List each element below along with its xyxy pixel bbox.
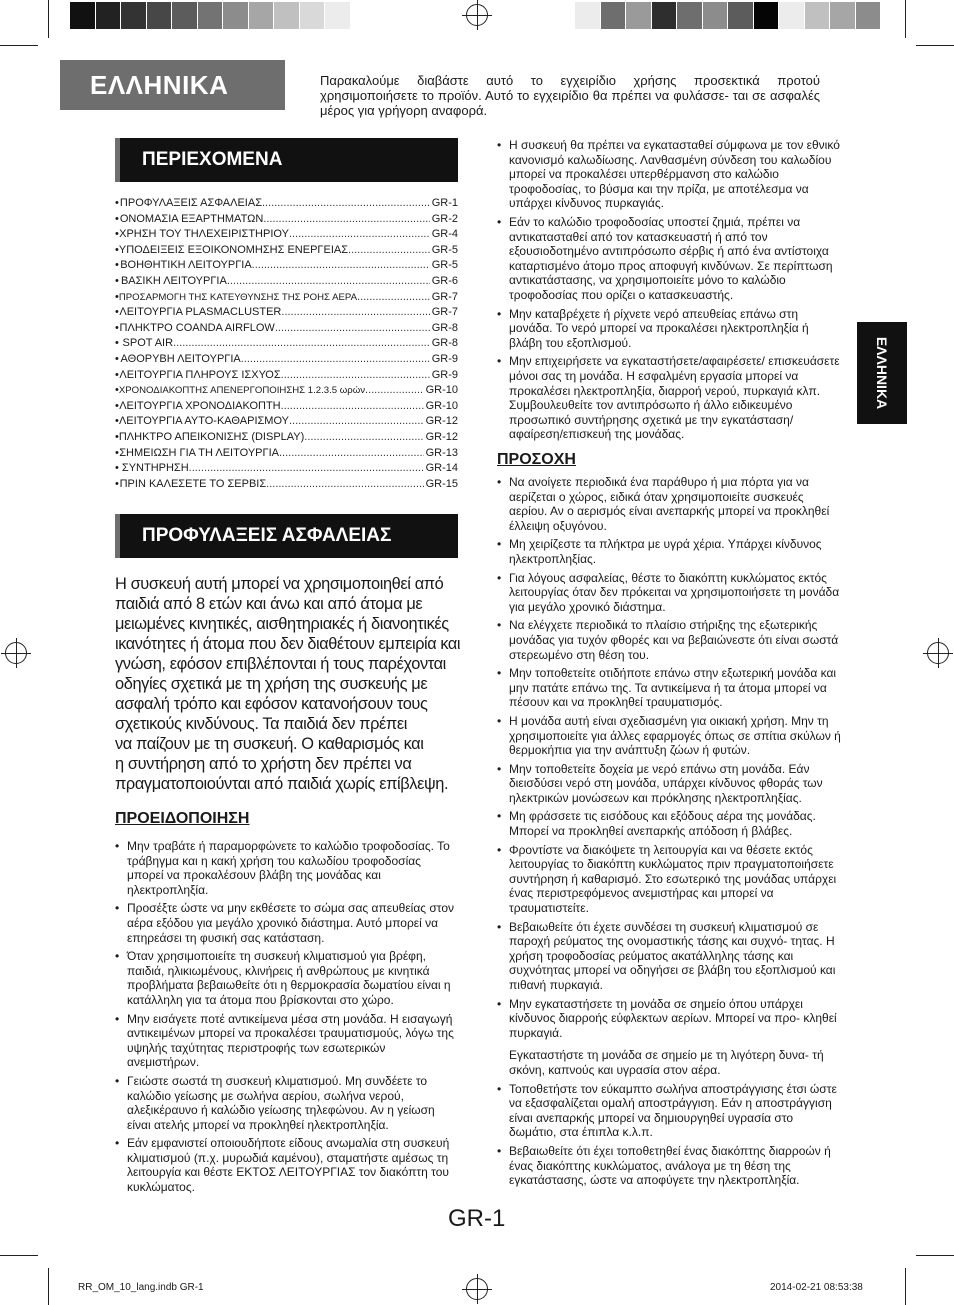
safety-statement-line: μειωμένες κινητικές, αισθητηριακές ή διανοητικές xyxy=(115,615,449,633)
caution-item: • Να ανοίγετε περιοδικά ένα παράθυρο ή μια πόρτα για να αερίζεται ο χώρος, ειδικά όταν χρησιμοποιείτε συσκευές αερίου. Αν ο αερισμός είναι ανεπαρκής μπορεί να προκληθεί έλλειψη οξυγόνου. xyxy=(497,475,842,533)
language-side-tab xyxy=(857,322,907,424)
crop-mark xyxy=(916,1255,954,1256)
toc-item[interactable] xyxy=(115,274,458,290)
toc-item-page: GR-1 xyxy=(431,197,458,209)
caution-item: • Βεβαιωθείτε ότι έχετε συνδέσει τη συσκευή κλιματισμού σε παροχή ρεύματος της ονομαστικής τάσης και συχνό- τητας. Η χρήση τροφοδοσίας ρεύματος ακατάλληλης τάσης και συχνότητας μπορεί να οδηγήσει σε βλάβη του εξοπλισμού και πιθανή πυρκαγιά. xyxy=(497,920,842,993)
safety-statement-line: πραγματοποιούνται από παιδιά χωρίς επίβλεψη. xyxy=(115,775,449,793)
toc-item-title: ΧΡΗΣΗ ΤΟΥ ΤΗΛΕΧΕΙΡΙΣΤΗΡΙΟΥ xyxy=(119,228,289,241)
color-swatch xyxy=(830,2,856,29)
safety-heading: ΠΡΟΦΥΛΑΞΕΙΣ ΑΣΦΑΛΕΙΑΣ xyxy=(115,514,458,558)
toc-bullet: • xyxy=(115,446,119,459)
toc-item-title: ΒΑΣΙΚΗ ΛΕΙΤΟΥΡΓΙΑ xyxy=(120,274,227,287)
registration-mark-bottom-icon xyxy=(466,1278,488,1300)
toc-bullet: • xyxy=(115,212,119,225)
toc-item[interactable] xyxy=(115,446,458,462)
toc-bullet: • xyxy=(115,368,119,381)
color-swatch xyxy=(575,2,601,29)
safety-statement-line: ασφαλή τρόπο και εφόσον κατανοήσουν τους xyxy=(115,695,428,713)
safety-statement-line: γνώση, εφόσον επιβλέπονται ή τους παρέχονται xyxy=(115,655,446,673)
footer-timestamp: 2014-02-21 08:53:38 xyxy=(770,1282,863,1293)
toc-leader-dots xyxy=(289,227,430,243)
toc-bullet: • xyxy=(115,259,119,272)
toc-item-title: ΣΗΜΕΙΩΣΗ ΓΙΑ ΤΗ ΛΕΙΤΟΥΡΓΙΑ xyxy=(119,446,279,459)
installation-item: • Η συσκευή θα πρέπει να εγκατασταθεί σύμφωνα με τον εθνικό κανονισμό καλωδίωσης. Λανθασμένη σύνδεση του καλωδίου μπορεί να προκαλέσει υπερθέρμανση στο καλώδιο τροφοδοσίας, το βύσμα και την πρίζα, με αποτέλεσμα να υπάρχει κίνδυνος πυρκαγιάς. xyxy=(497,138,842,211)
toc-bullet: • xyxy=(115,337,119,350)
safety-statement-line: Η συσκευή αυτή μπορεί να χρησιμοποιηθεί από xyxy=(115,575,444,593)
caution-item: • Μην τοποθετείτε δοχεία με νερό επάνω στη μονάδα. Εάν διεισδύσει νερό στη μονάδα, υπάρχει κίνδυνος φθοράς των ηλεκτρικών μονώσεων και πρόκλησης ηλεκτροπληξίας. xyxy=(497,762,842,806)
toc-item[interactable] xyxy=(115,477,458,493)
caution-item: • Μη φράσσετε τις εισόδους και εξόδους αέρα της μονάδας. Μπορεί να προκληθεί ανεπαρκής απόδοση ή βλάβες. xyxy=(497,809,842,838)
toc-leader-dots xyxy=(189,461,424,477)
toc-item-title: ΠΛΗΚΤΡΟ COANDA AIRFLOW xyxy=(119,321,275,334)
toc-item-page: GR-15 xyxy=(425,477,458,490)
toc-item-page: GR-5 xyxy=(431,259,458,272)
color-swatch xyxy=(70,2,96,29)
toc-bullet: • xyxy=(115,290,119,303)
toc-item[interactable] xyxy=(115,414,458,430)
installation-list xyxy=(497,138,842,446)
toc-item-page: GR-2 xyxy=(431,212,458,225)
toc-leader-dots xyxy=(281,368,430,384)
toc-bullet: • xyxy=(115,430,119,443)
warning-list xyxy=(115,839,460,1199)
installation-item: • Εάν το καλώδιο τροφοδοσίας υποστεί ζημιά, πρέπει να αντικατασταθεί από τον κατασκευαστή ή από τον εξουσιοδοτημένο αντιπρόσωπο σέρβις ή από ένα αντίστοιχα καταρτισμένο άτομο προς αποφυγή κινδύνων. Σε περίπτωση αντικατάστασης, να χρησιμοποιείτε μόνο το καλώδιο τροφοδοσίας που ορίζει ο κατασκευαστής. xyxy=(497,215,842,303)
crop-mark xyxy=(0,1255,38,1256)
toc-item[interactable] xyxy=(115,368,458,384)
toc-leader-dots xyxy=(263,212,429,228)
color-swatch xyxy=(728,2,754,29)
toc-item-page: GR-9 xyxy=(431,368,458,381)
toc-item-title: ΠΡΙΝ ΚΑΛΕΣΕΤΕ ΤΟ ΣΕΡΒΙΣ xyxy=(119,477,267,490)
toc-bullet: • xyxy=(115,399,119,412)
caution-list xyxy=(497,475,842,1192)
caution-item: • Βεβαιωθείτε ότι έχει τοποθετηθεί ένας διακόπτης διαρροών ή ένας διακόπτης κυκλώματος, ανάλογα με τη θέση της εγκατάστασης, ώστε να αποφύγετε την ηλεκτροπληξία. xyxy=(497,1144,842,1188)
installation-item: • Μην καταβρέχετε ή ρίχνετε νερό απευθείας επάνω στη μονάδα. Το νερό μπορεί να προκαλέσει ηλεκτροπληξία ή βλάβη του εξοπλισμού. xyxy=(497,307,842,351)
color-swatch xyxy=(147,2,173,29)
crop-mark xyxy=(48,1268,49,1305)
toc-bullet: • xyxy=(115,415,119,428)
toc-item-page: GR-8 xyxy=(431,337,458,350)
toc-bullet: • xyxy=(115,384,119,397)
toc-bullet: • xyxy=(115,197,119,209)
toc-bullet: • xyxy=(115,306,119,319)
safety-statement-line: παιδιά από 8 ετών και άνω και από άτομα με xyxy=(115,595,423,613)
page-number: GR-1 xyxy=(448,1205,506,1232)
warning-item: • Εάν εμφανιστεί οποιουδήποτε είδους ανωμαλία στη συσκευή κλιματισμού (π.χ. μυρωδιά καμένου), σταματήστε αμέσως τη λειτουργία και θέστε ΕΚΤΟΣ ΛΕΙΤΟΥΡΓΙΑΣ τον διακόπτη του κυκλώματος. xyxy=(115,1136,460,1194)
toc-item[interactable] xyxy=(115,212,458,228)
toc-leader-dots xyxy=(262,196,430,212)
color-swatch xyxy=(351,2,377,29)
registration-mark-left-icon xyxy=(5,642,27,664)
color-swatch xyxy=(703,2,729,29)
crop-mark xyxy=(916,45,954,46)
toc-item[interactable] xyxy=(115,430,458,446)
toc-leader-dots xyxy=(227,274,430,290)
color-calibration-bar-right xyxy=(575,2,881,29)
toc-item[interactable] xyxy=(115,196,458,212)
warning-item: • Γειώστε σωστά τη συσκευή κλιματισμού. Μη συνδέετε το καλώδιο γείωσης με σωλήνα αερίου, σωλήνα νερού, αλεξικέραυνο ή καλώδιο γείωσης τηλεφώνου. Αν η γείωση είναι ατελής μπορεί να προκληθεί ηλεκτροπληξία. xyxy=(115,1074,460,1132)
toc-item-page: GR-12 xyxy=(425,430,458,443)
toc-item-page: GR-10 xyxy=(425,399,458,412)
toc-item[interactable] xyxy=(115,258,458,274)
toc-item[interactable] xyxy=(115,399,458,415)
toc-item[interactable] xyxy=(115,243,458,259)
color-swatch xyxy=(677,2,703,29)
toc-item-page: GR-12 xyxy=(425,415,458,428)
toc-item-title: ΛΕΙΤΟΥΡΓΙΑ ΑΥΤΟ-ΚΑΘΑΡΙΣΜΟΥ xyxy=(118,415,289,428)
color-calibration-bar-left xyxy=(70,2,376,29)
color-swatch xyxy=(805,2,831,29)
color-swatch xyxy=(779,2,805,29)
toc-item-page: GR-4 xyxy=(431,228,458,241)
caution-item: • Για λόγους ασφαλείας, θέστε το διακόπτη κυκλώματος εκτός λειτουργίας όταν δεν πρόκειται να χρησιμοποιήσετε τη μονάδα για μεγάλο χρονικό διάστημα. xyxy=(497,571,842,615)
safety-statement-line: ικανότητες ή άτομα που δεν διαθέτουν εμπειρία και xyxy=(115,635,461,653)
toc-item-title: ΑΘΟΡΥΒΗ ΛΕΙΤΟΥΡΓΙΑ xyxy=(120,352,241,365)
toc-item-title: ΣΥΝΤΗΡΗΣΗ xyxy=(121,462,189,475)
toc-item-title: ΛΕΙΤΟΥΡΓΙΑ PLASMACLUSTER xyxy=(119,306,282,319)
toc-item-title: SPOT AIR xyxy=(122,337,174,350)
crop-mark xyxy=(48,0,49,38)
toc-leader-dots xyxy=(289,414,424,430)
caution-item: • Τοποθετήστε τον εύκαμπτο σωλήνα αποστράγγισης έτσι ώστε να εξασφαλίζεται ομαλή αποστράγγιση. Εάν η αποστράγγιση είναι ανεπαρκής μπορεί να δημιουργηθεί υγρασία στο δωμάτιο, στα έπιπλα κ.λ.π. xyxy=(497,1082,842,1140)
toc-item-title: ΛΕΙΤΟΥΡΓΙΑ ΠΛΗΡΟΥΣ ΙΣΧΥΟΣ xyxy=(119,368,281,381)
caution-item: • Μην τοποθετείτε οτιδήποτε επάνω στην εξωτερική μονάδα και μην πατάτε επάνω της. Τα αντικείμενα ή τα άτομα μπορεί να πέσουν και να προκληθεί τραυματισμός. xyxy=(497,666,842,710)
toc-item-page: GR-9 xyxy=(431,352,458,365)
toc-item-title: ΧΡΟΝΟΔΙΑΚΟΠΤΗΣ ΑΠΕΝΕΡΓΟΠΟΙΗΣΗΣ 1.2.3.5 ωρών xyxy=(118,385,366,397)
color-swatch xyxy=(601,2,627,29)
toc-item-title: ΠΛΗΚΤΡΟ ΑΠΕΙΚΟΝΙΣΗΣ (DISPLAY) xyxy=(118,430,305,443)
color-swatch xyxy=(652,2,678,29)
safety-statement-line: σχετικούς κινδύνους. Τα παιδιά δεν πρέπει xyxy=(115,715,407,733)
color-swatch xyxy=(626,2,652,29)
toc-item-page: GR-8 xyxy=(431,321,458,334)
color-swatch xyxy=(754,2,780,29)
caution-item: • Μην εγκαταστήσετε τη μονάδα σε σημείο όπου υπάρχει κίνδυνος διαρροής εύφλεκτων αερίων. Μπορεί να προ- κληθεί πυρκαγιά. xyxy=(497,997,842,1041)
toc-leader-dots xyxy=(281,399,424,415)
toc-item-title: ΛΕΙΤΟΥΡΓΙΑ ΧΡΟΝΟΔΙΑΚΟΠΤΗ xyxy=(119,399,281,412)
toc-item[interactable] xyxy=(115,227,458,243)
contents-heading: ΠΕΡΙΕΧΟΜΕΝΑ xyxy=(115,138,458,182)
language-title: ΕΛΛΗΝΙΚΑ xyxy=(60,60,285,110)
toc-bullet: • xyxy=(115,462,119,475)
color-swatch xyxy=(198,2,224,29)
safety-statement-line: να παίζουν με τη συσκευή. Ο καθαρισμός και xyxy=(115,735,424,753)
toc-leader-dots xyxy=(241,352,430,368)
safety-statement-line: οδηγίες σχετικά με τη χρήση της συσκευής με xyxy=(115,675,428,693)
installation-item: • Μην επιχειρήσετε να εγκαταστήσετε/αφαιρέσετε/ επισκευάσετε μόνοι σας τη μονάδα. Η εσφαλμένη εργασία μπορεί να προκαλέσει ηλεκτροπληξία, διαρροή νερού, πυρκαγιά κλπ. Συμβουλευθείτε τον αντιπρόσωπο ή άλλο ειδικευμένο προσωπικό συντήρησης σχετικά με την εγκατάσταση/αφαίρεση/επισκευή της μονάδας. xyxy=(497,354,842,442)
toc-leader-dots xyxy=(266,477,423,493)
toc-item[interactable] xyxy=(115,321,458,337)
toc-item-title: ΠΡΟΣΑΡΜΟΓΗ ΤΗΣ ΚΑΤΕΥΘΥΝΣΗΣ ΤΗΣ ΡΟΗΣ ΑΕΡΑ xyxy=(118,291,358,303)
color-swatch xyxy=(96,2,122,29)
toc-item-page: GR-13 xyxy=(425,446,458,459)
intro-text: Παρακαλούμε διαβάστε αυτό το εγχειρίδιο χρήσης προσεκτικά προτού χρησιμοποιήσετε το προϊόν. Αυτό το εγχειρίδιο θα πρέπει να φυλάσσε- ται σε ασφαλές μέρος για γρήγορη αναφορά. xyxy=(320,73,820,118)
toc-item-page: GR-5 xyxy=(431,243,458,256)
toc-leader-dots xyxy=(365,383,424,399)
caution-item: • Μη χειρίζεστε τα πλήκτρα με υγρά χέρια. Υπάρχει κίνδυνος ηλεκτροπληξίας. xyxy=(497,537,842,566)
color-swatch xyxy=(274,2,300,29)
color-swatch xyxy=(856,2,882,29)
caution-note: Εγκαταστήστε τη μονάδα σε σημείο με τη λιγότερη δυνα- τή σκόνη, καπνούς και υγρασία στον αέρα. xyxy=(509,1048,824,1077)
toc-bullet: • xyxy=(115,352,119,365)
toc-item[interactable] xyxy=(115,461,458,477)
footer-file-info: RR_OM_10_lang.indb GR-1 xyxy=(78,1282,204,1293)
toc-leader-dots xyxy=(173,336,430,352)
toc-leader-dots xyxy=(279,446,424,462)
warning-item: • Προσέξτε ώστε να μην εκθέσετε το σώμα σας απευθείας στον αέρα εξόδου για μεγάλο χρονικό διάστημα. Αυτό μπορεί να επηρεάσει τη φυσική σας κατάσταση. xyxy=(115,901,460,945)
toc-bullet: • xyxy=(115,477,119,490)
crop-mark xyxy=(0,45,38,46)
toc-leader-dots xyxy=(252,258,430,274)
toc-leader-dots xyxy=(357,290,430,306)
toc-leader-dots xyxy=(304,430,423,446)
toc-item[interactable] xyxy=(115,305,458,321)
toc-item-page: GR-14 xyxy=(425,462,458,475)
safety-statement xyxy=(115,574,460,794)
toc-leader-dots xyxy=(348,243,430,259)
warning-item: • Μην τραβάτε ή παραμορφώνετε το καλώδιο τροφοδοσίας. Το τράβηγμα και η κακή χρήση του καλωδίου τροφοδοσίας μπορεί να προκαλέσουν βλάβη της μονάδας και ηλεκτροπληξία. xyxy=(115,839,460,897)
warning-item: • Όταν χρησιμοποιείτε τη συσκευή κλιματισμού για βρέφη, παιδιά, ηλικιωμένους, κλινήρεις ή ανθρώπους με κινητικά προβλήματα βεβαιωθείτε ότι η θερμοκρασία δωματίου είναι η κατάλληλη για τα άτομα που βρίσκονται στο χώρο. xyxy=(115,949,460,1007)
toc-item-page: GR-6 xyxy=(431,274,458,287)
registration-mark-right-icon xyxy=(927,642,949,664)
crop-mark xyxy=(905,1268,906,1305)
toc-bullet: • xyxy=(115,243,119,256)
crop-mark xyxy=(905,0,906,38)
caution-item: • Η μονάδα αυτή είναι σχεδιασμένη για οικιακή χρήση. Μην τη χρησιμοποιείτε για άλλες εφαρμογές όπως σε σπίτια σκύλων ή θερμοκήπια για την ανάπτυξη ζώων ή φυτών. xyxy=(497,714,842,758)
color-swatch xyxy=(325,2,351,29)
registration-mark-top-icon xyxy=(466,4,488,26)
warning-heading: ΠΡΟΕΙΔΟΠΟΙΗΣΗ xyxy=(115,810,250,827)
color-swatch xyxy=(223,2,249,29)
table-of-contents xyxy=(115,196,458,492)
toc-item-title: ΠΡΟΦΥΛΑΞΕΙΣ ΑΣΦΑΛΕΙΑΣ xyxy=(119,197,262,209)
toc-item[interactable] xyxy=(115,352,458,368)
toc-item-page: GR-7 xyxy=(431,306,458,319)
caution-heading: ΠΡΟΣΟΧΗ xyxy=(497,451,576,468)
color-swatch xyxy=(300,2,326,29)
caution-item: • Να ελέγχετε περιοδικά το πλαίσιο στήριξης της εξωτερικής μονάδας για τυχόν φθορές και να βεβαιώνεστε ότι είναι σωστά στερεωμένο στη θέση του. xyxy=(497,618,842,662)
toc-item[interactable] xyxy=(115,383,458,399)
toc-item-title: ΥΠΟΔΕΙΞΕΙΣ ΕΞΟΙΚΟΝΟΜΗΣΗΣ ΕΝΕΡΓΕΙΑΣ xyxy=(118,243,349,256)
color-swatch xyxy=(121,2,147,29)
color-swatch xyxy=(172,2,198,29)
warning-item: • Μην εισάγετε ποτέ αντικείμενα μέσα στη μονάδα. Η εισαγωγή αντικειμένων μπορεί να προκαλέσει τραυματισμούς, λόγω της υψηλής ταχύτητας περιστροφής των εσωτερικών ανεμιστήρων. xyxy=(115,1012,460,1070)
toc-item[interactable] xyxy=(115,290,458,306)
toc-bullet: • xyxy=(115,321,119,334)
toc-item[interactable] xyxy=(115,336,458,352)
toc-item-title: ΟΝΟΜΑΣΙΑ ΕΞΑΡΤΗΜΑΤΩΝ xyxy=(119,212,264,225)
toc-item-page: GR-10 xyxy=(425,384,458,397)
safety-statement-line: η συντήρηση από το χρήστη δεν πρέπει να xyxy=(115,755,412,773)
color-swatch xyxy=(249,2,275,29)
toc-leader-dots xyxy=(281,305,429,321)
toc-bullet: • xyxy=(115,228,119,241)
toc-bullet: • xyxy=(115,274,119,287)
side-tab-label: ΕΛΛΗΝΙΚΑ xyxy=(874,336,891,410)
toc-item-page: GR-7 xyxy=(431,290,458,303)
toc-leader-dots xyxy=(275,321,430,337)
caution-item: • Φροντίστε να διακόψετε τη λειτουργία και να θέσετε εκτός λειτουργίας το διακόπτη κυκλώματος πριν πραγματοποιήσετε συντήρηση ή καθαρισμό. Στο εσωτερικό της μονάδας υπάρχει ένας περιστρεφόμενος ανεμιστήρας και μπορεί να τραυματιστείτε. xyxy=(497,843,842,916)
toc-item-title: ΒΟΗΘΗΤΙΚΗ ΛΕΙΤΟΥΡΓΙΑ xyxy=(120,259,252,272)
